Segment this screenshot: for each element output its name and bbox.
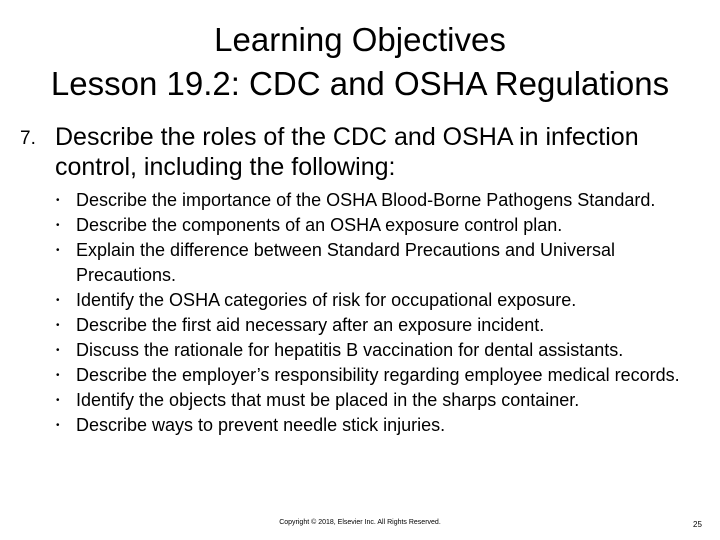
page-number: 25 (693, 520, 702, 529)
bullet-icon: • (56, 245, 60, 256)
list-item (56, 288, 716, 313)
bullet-text: Explain the difference between Standard Precautions and Universal Precautions. (76, 240, 616, 285)
bullet-text: Describe the employer’s responsibility regarding employee medical records. (76, 365, 680, 385)
objective-number: 7. (20, 128, 36, 149)
bullet-icon: • (56, 370, 60, 381)
bullet-icon: • (56, 420, 60, 431)
bullet-icon: • (56, 220, 60, 231)
bullet-text: Discuss the rationale for hepatitis B vaccination for dental assistants. (76, 340, 624, 360)
bullet-text: Identify the OSHA categories of risk for occupational exposure. (76, 290, 577, 310)
bullet-text: Identify the objects that must be placed in the sharps container. (76, 390, 580, 410)
bullet-icon: • (56, 195, 60, 206)
list-item (56, 188, 716, 213)
bullet-icon: • (56, 295, 60, 306)
objective (20, 122, 710, 182)
bullet-list (56, 188, 716, 438)
objective-text: Describe the roles of the CDC and OSHA in infection control, including the following: (55, 123, 639, 181)
slide-title (0, 18, 720, 106)
bullet-text: Describe the components of an OSHA exposure control plan. (76, 215, 563, 235)
bullet-text: Describe the first aid necessary after an exposure incident. (76, 315, 545, 335)
title-line-1: Learning Objectives (214, 21, 506, 58)
bullet-text: Describe the importance of the OSHA Blood-Borne Pathogens Standard. (76, 190, 656, 210)
list-item (56, 388, 716, 413)
list-item (56, 313, 716, 338)
list-item (56, 213, 716, 238)
list-item (56, 363, 716, 388)
title-line-2: Lesson 19.2: CDC and OSHA Regulations (50, 65, 670, 102)
copyright-notice: Copyright © 2018, Elsevier Inc. All Rights Reserved. (279, 519, 441, 526)
list-item (56, 338, 716, 363)
list-item (56, 238, 716, 288)
bullet-icon: • (56, 320, 60, 331)
bullet-icon: • (56, 345, 60, 356)
list-item (56, 413, 716, 438)
bullet-text: Describe ways to prevent needle stick injuries. (76, 415, 446, 435)
bullet-icon: • (56, 395, 60, 406)
